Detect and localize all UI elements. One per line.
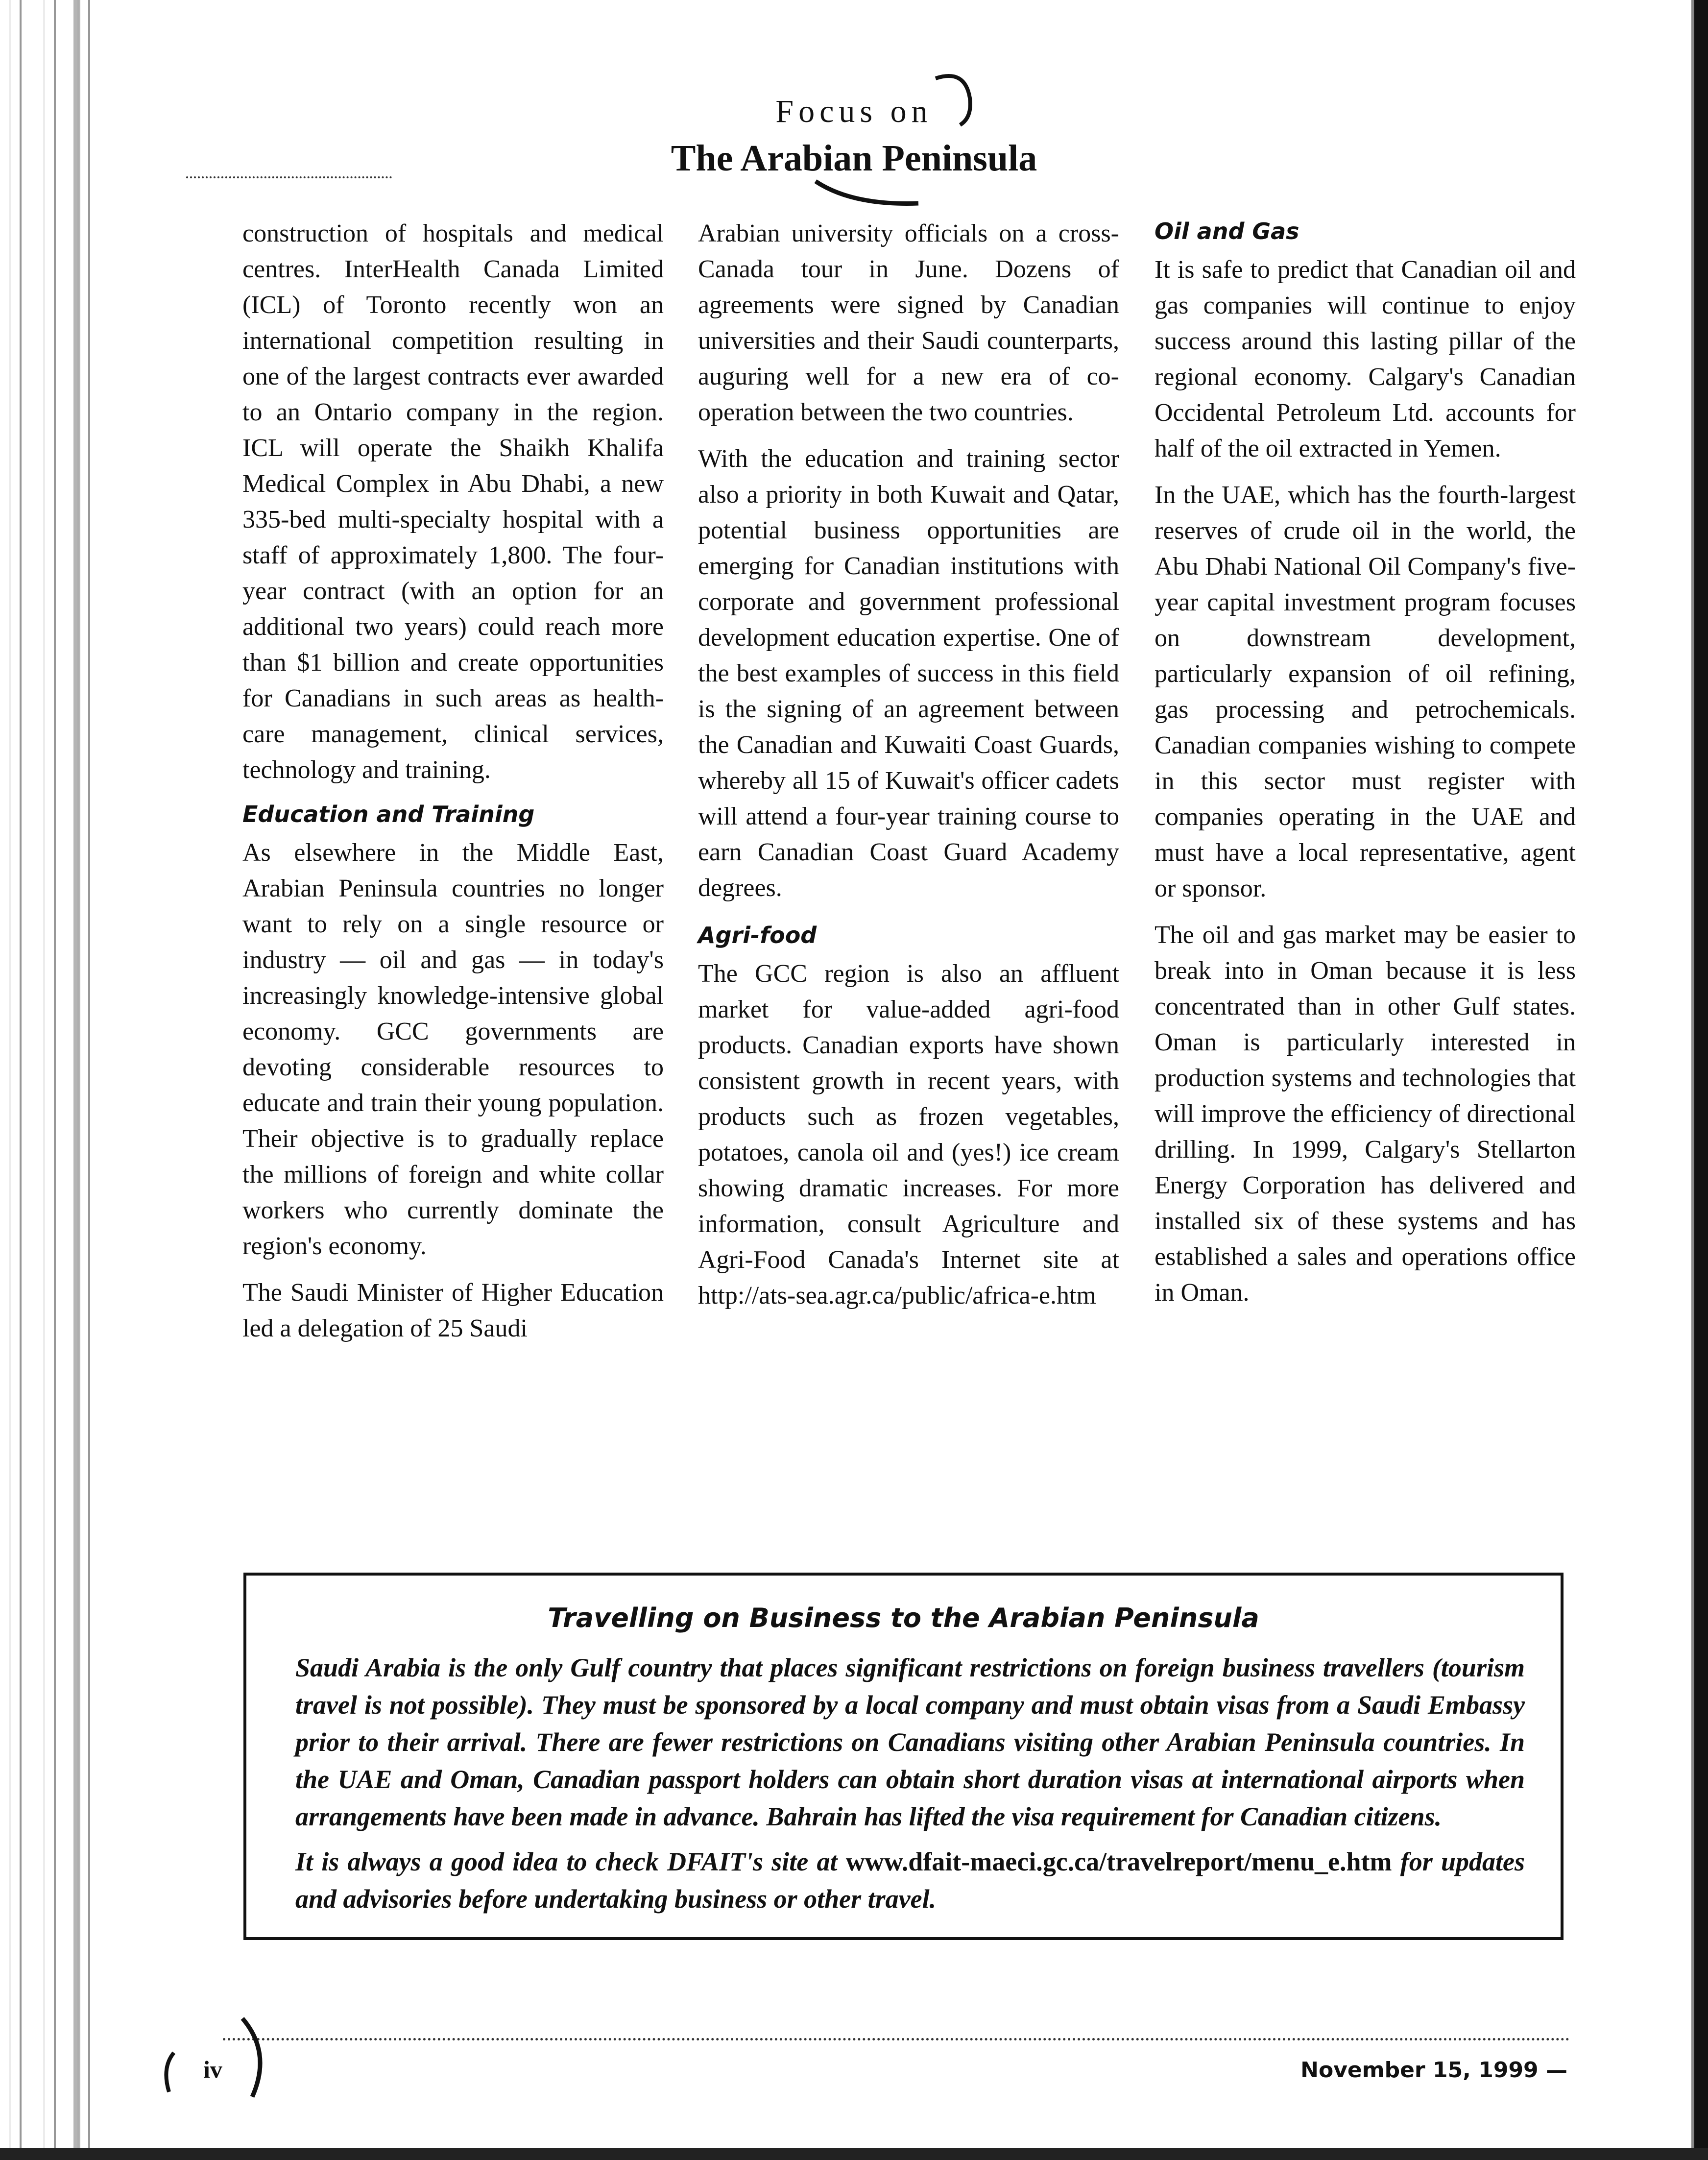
column-1 bbox=[242, 216, 664, 1357]
paragraph: The oil and gas market may be easier to break into in Oman because it is less concentrated than in other Gulf states. Oman is particularly interested in production systems and technologies that will improve the efficiency of directional drilling. In 1999, Calgary's Stellarton Energy Corporation has delivered and installed six of these systems and has established a sales and operations office in Oman. bbox=[1155, 921, 1576, 1307]
sidebar-box bbox=[243, 1573, 1564, 1940]
scan-edge-right bbox=[1694, 0, 1708, 2160]
paragraph: As elsewhere in the Middle East, Arabian Peninsula countries no longer want to rely on a single resource or industry — oil and gas — in today's increasingly knowledge-intensive global economy. GCC governments are devoting considerable resources to educate and train their young population. Their objective is to gradually replace the millions of foreign and white collar workers who currently dominate the region's economy. bbox=[242, 839, 664, 1260]
scan-edge-bottom bbox=[0, 2148, 1708, 2160]
paragraph: The GCC region is also an affluent market for value-added agri-food products. Canadian exports have shown consistent growth in recent years, with products such as frozen vegetables, potatoes, canola oil and (yes!) ice cream showing dramatic increases. For more information, consult Agriculture and Agri-Food Canada's Internet site at http://ats-sea.agr.ca/public/africa-e.htm bbox=[698, 960, 1119, 1310]
sidebar-paragraph bbox=[295, 1843, 1525, 1917]
page-title: The Arabian Peninsula bbox=[671, 138, 1037, 179]
sidebar-text: It is always a good idea to check DFAIT's site at bbox=[295, 1847, 838, 1876]
dotted-rule-bottom bbox=[223, 2038, 1570, 2040]
section-heading: Education and Training bbox=[242, 801, 535, 827]
sidebar-text: for updates and advisories before undertaking business or other travel. bbox=[295, 1847, 1525, 1914]
section-heading: Agri-food bbox=[698, 922, 817, 948]
page-number: iv bbox=[203, 2056, 222, 2083]
issue-date: November 15, 1999 — bbox=[1300, 2058, 1567, 2083]
sidebar-title: Travelling on Business to the Arabian Peninsula bbox=[548, 1602, 1259, 1633]
paragraph: In the UAE, which has the fourth-largest reserves of crude oil in the world, the Abu Dhabi National Oil Company's five-year capital investment program focuses on downstream development, particularly expansion of oil refining, gas processing and petrochemicals. Canadian companies wishing to compete in this sector must register with companies operating in the UAE and must have a local representative, agent or sponsor. bbox=[1155, 481, 1576, 902]
dfait-link[interactable]: www.dfait-maeci.gc.ca/travelreport/menu_e.htm bbox=[845, 1847, 1392, 1876]
paragraph: It is safe to predict that Canadian oil and gas companies will continue to enjoy success around this lasting pillar of the regional economy. Calgary's Canadian Occidental Petroleum Ltd. accounts for half of the oil extracted in Yemen. bbox=[1155, 256, 1576, 462]
paragraph: With the education and training sector also a priority in both Kuwait and Qatar, potential business opportunities are emerging for Canadian institutions with corporate and government professional development education expertise. One of the best examples of success in this field is the signing of an agreement between the Canadian and Kuwaiti Coast Guards, whereby all 15 of Kuwait's officer cadets will attend a four-year training course to earn Canadian Coast Guard Academy degrees. bbox=[698, 445, 1119, 902]
column-3 bbox=[1155, 216, 1576, 1321]
dotted-rule-top bbox=[186, 176, 392, 178]
paragraph: construction of hospitals and medical centres. InterHealth Canada Limited (ICL) of Toronto recently won an international competition resulting in one of the largest contracts ever awarded to an Ontario company in the region. ICL will operate the Shaikh Khalifa Medical Complex in Abu Dhabi, a new 335-bed multi-specialty hospital with a staff of approximately 1,800. The four-year contract (with an option for an additional two years) could reach more than $1 billion and create opportunities for Canadians in such areas as health-care management, clinical services, technology and training. bbox=[242, 219, 664, 784]
header-kicker: Focus on bbox=[775, 94, 933, 129]
paragraph: The Saudi Minister of Higher Education led a delegation of 25 Saudi bbox=[242, 1279, 664, 1342]
sidebar-paragraph: Saudi Arabia is the only Gulf country that places significant restrictions on foreign business travellers (tourism travel is not possible). They must be sponsored by a local company and must obtain visas from a Saudi Embassy prior to their arrival. There are fewer restrictions on Canadians visiting other Arabian Peninsula countries. In the UAE and Oman, Canadian passport holders can obtain short duration visas at international airports when arrangements have been made in advance. Bahrain has lifted the visa requirement for Canadian citizens. bbox=[295, 1653, 1525, 1831]
section-heading: Oil and Gas bbox=[1155, 218, 1299, 244]
paragraph: Arabian university officials on a cross-Canada tour in June. Dozens of agreements were signed by Canadian universities and their Saudi counterparts, auguring well for a new era of co-operation between the two countries. bbox=[698, 219, 1119, 426]
scanned-binding-edge bbox=[0, 0, 105, 2160]
column-2 bbox=[698, 216, 1119, 1324]
swirl-underline-icon bbox=[813, 176, 921, 211]
sidebar-body bbox=[295, 1649, 1525, 1925]
